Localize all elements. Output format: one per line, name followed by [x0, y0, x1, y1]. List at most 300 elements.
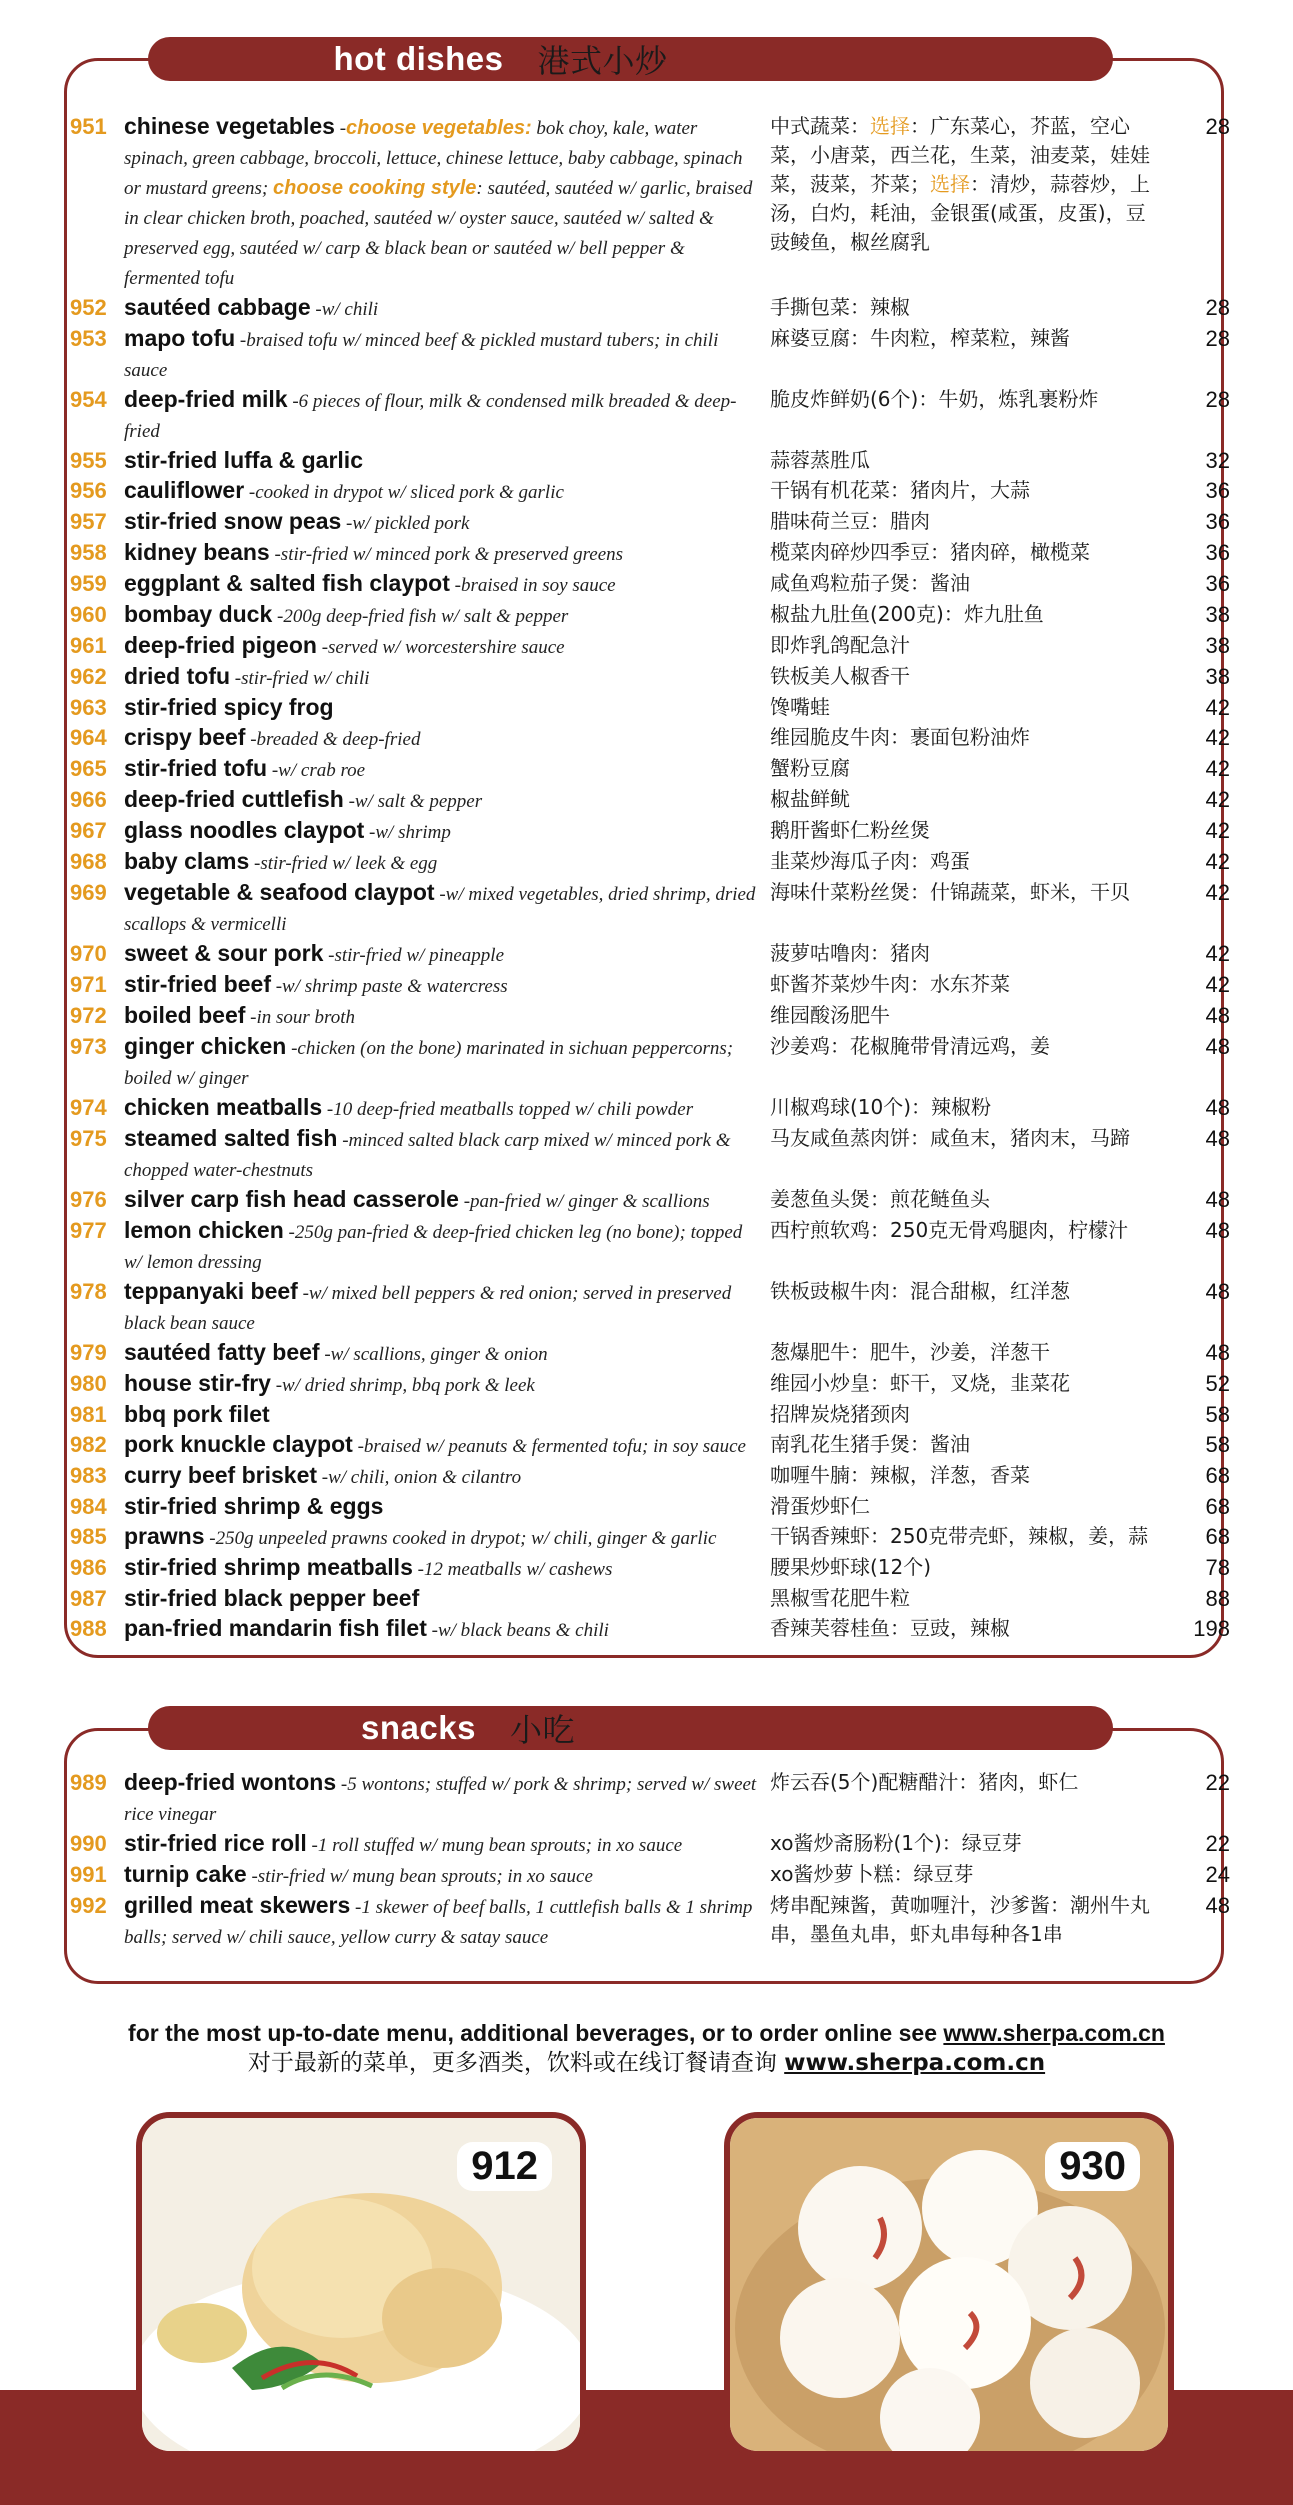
footer-line-cn [0, 2048, 1293, 2078]
item-price: 48 [1205, 1003, 1230, 1028]
item-name: sweet & sour pork [124, 940, 324, 966]
item-price: 22 [1205, 1770, 1230, 1795]
item-english [124, 1032, 770, 1093]
item-price: 42 [1205, 972, 1230, 997]
item-number: 971 [70, 972, 107, 997]
item-chinese: 虾酱芥菜炒牛肉：水东芥菜 [770, 972, 1010, 996]
item-chinese: 脆皮炸鲜奶(6个)：牛奶，炼乳裹粉炸 [770, 387, 1099, 411]
item-number: 981 [70, 1402, 107, 1427]
item-name: stir-fried beef [124, 971, 271, 997]
item-price: 48 [1205, 1218, 1230, 1243]
item-chinese: 姜葱鱼头煲：煎花鲢鱼头 [770, 1187, 990, 1211]
item-description: -w/ mixed bell peppers & red onion; served in preserved black bean sauce [124, 1283, 732, 1334]
snacks-title-cn: 小吃 [509, 1711, 575, 1749]
item-name: sautéed cabbage [124, 294, 311, 320]
item-english [124, 507, 770, 538]
item-price: 28 [1205, 387, 1230, 412]
item-english [124, 476, 770, 507]
item-name: crispy beef [124, 724, 246, 750]
item-name: stir-fried shrimp & eggs [124, 1493, 384, 1519]
item-chinese: 沙姜鸡：花椒腌带骨清远鸡，姜 [770, 1034, 1050, 1058]
item-name: kidney beans [124, 539, 270, 565]
item-number: 985 [70, 1524, 107, 1549]
menu-item-968 [70, 847, 1260, 878]
item-english [124, 1768, 770, 1829]
item-price: 32 [1205, 448, 1230, 473]
item-chinese: 维园酸汤肥牛 [770, 1003, 890, 1027]
item-price: 68 [1205, 1463, 1230, 1488]
item-name: stir-fried snow peas [124, 508, 342, 534]
item-chinese: 马友咸鱼蒸肉饼：咸鱼末，猪肉末，马蹄 [770, 1126, 1130, 1150]
item-english [124, 1553, 770, 1584]
item-price: 48 [1205, 1095, 1230, 1120]
item-price: 36 [1205, 478, 1230, 503]
item-name: baby clams [124, 848, 250, 874]
item-price: 42 [1205, 695, 1230, 720]
item-english [124, 1461, 770, 1492]
footer-link-cn[interactable]: www.sherpa.com.cn [784, 2050, 1046, 2076]
item-name: lemon chicken [124, 1217, 284, 1243]
item-price: 48 [1205, 1034, 1230, 1059]
item-chinese: 腰果炒虾球(12个) [770, 1555, 932, 1579]
item-chinese: 炸云吞(5个)配糖醋汁：猪肉，虾仁 [770, 1770, 1079, 1794]
item-chinese: 手撕包菜：辣椒 [770, 295, 910, 319]
item-description: : sautéed, sautéed w/ garlic, braised in clear chicken broth, poached, sautéed w/ oyster sauce, sautéed w/ salted & preserved egg, sautéed w/ carp & black bean or sautéed w/ bell pepper & fermented tofu [124, 178, 753, 289]
item-number: 970 [70, 941, 107, 966]
item-english [124, 1829, 770, 1860]
item-description: -in sour broth [245, 1007, 356, 1028]
item-chinese: 铁板豉椒牛肉：混合甜椒，红洋葱 [770, 1279, 1070, 1303]
item-number: 973 [70, 1034, 107, 1059]
menu-item-967 [70, 816, 1260, 847]
item-english [124, 1522, 770, 1553]
item-english [124, 631, 770, 662]
item-price: 38 [1205, 602, 1230, 627]
item-name: teppanyaki beef [124, 1278, 298, 1304]
item-name: grilled meat skewers [124, 1892, 351, 1918]
item-price: 42 [1205, 725, 1230, 750]
item-name: stir-fried luffa & garlic [124, 447, 363, 473]
item-price: 28 [1205, 295, 1230, 320]
menu-item-985 [70, 1522, 1260, 1553]
item-description: -cooked in drypot w/ sliced pork & garlic [244, 482, 564, 503]
item-chinese: 铁板美人椒香干 [770, 664, 910, 688]
item-price: 42 [1205, 787, 1230, 812]
item-english [124, 754, 770, 785]
item-chinese: 蟹粉豆腐 [770, 756, 850, 780]
item-english [124, 662, 770, 693]
item-name: sautéed fatty beef [124, 1339, 320, 1365]
item-english [124, 600, 770, 631]
menu-item-978 [70, 1277, 1260, 1338]
item-name: deep-fried milk [124, 386, 288, 412]
item-number: 966 [70, 787, 107, 812]
item-number: 960 [70, 602, 107, 627]
item-price: 42 [1205, 818, 1230, 843]
menu-item-992 [70, 1891, 1260, 1952]
item-english [124, 1400, 770, 1430]
item-option-label: choose cooking style [273, 177, 477, 199]
photo-tag-912: 912 [457, 2142, 552, 2191]
item-description: -w/ shrimp paste & watercress [270, 976, 508, 997]
item-description: -250g unpeeled prawns cooked in drypot; w/ chili, ginger & garlic [204, 1528, 717, 1549]
item-description: -w/ mixed vegetables, dried shrimp, dried scallops & vermicelli [124, 884, 756, 935]
item-english [124, 816, 770, 847]
item-option-label: choose vegetables: [346, 117, 532, 139]
item-chinese: 榄菜肉碎炒四季豆：猪肉碎，橄榄菜 [770, 540, 1090, 564]
menu-item-981 [70, 1400, 1260, 1430]
item-number: 952 [70, 295, 107, 320]
item-number: 959 [70, 571, 107, 596]
item-name: deep-fried cuttlefish [124, 786, 344, 812]
item-name: chinese vegetables [124, 113, 335, 139]
item-chinese: 馋嘴蛙 [770, 695, 830, 719]
menu-item-970 [70, 939, 1260, 970]
item-description: -w/ shrimp [364, 822, 451, 843]
item-chinese: xo酱炒斋肠粉(1个)：绿豆芽 [770, 1831, 1022, 1855]
item-english [124, 569, 770, 600]
item-chinese-text: ：广东菜心，芥蓝，空心菜，小唐菜，西兰花，生菜，油麦菜，娃娃菜，菠菜，芥菜； [770, 114, 1150, 196]
item-chinese: 椒盐鲜鱿 [770, 787, 850, 811]
item-chinese: 干锅有机花菜：猪肉片，大蒜 [770, 478, 1030, 502]
menu-item-975 [70, 1124, 1260, 1185]
item-price: 48 [1205, 1279, 1230, 1304]
menu-item-962 [70, 662, 1260, 693]
item-number: 958 [70, 540, 107, 565]
menu-item-964 [70, 723, 1260, 754]
item-chinese: 黑椒雪花肥牛粒 [770, 1586, 910, 1610]
item-description: -stir-fried w/ chili [230, 668, 370, 689]
item-name: eggplant & salted fish claypot [124, 570, 450, 596]
item-name: glass noodles claypot [124, 817, 365, 843]
item-description: -w/ scallions, ginger & onion [319, 1344, 548, 1365]
item-description: -stir-fried w/ mung bean sprouts; in xo sauce [246, 1866, 593, 1887]
item-description: -6 pieces of flour, milk & condensed milk breaded & deep-fried [124, 391, 737, 442]
menu-item-963 [70, 693, 1260, 723]
item-name: deep-fried wontons [124, 1769, 337, 1795]
menu-item-971 [70, 970, 1260, 1001]
item-description: -200g deep-fried fish w/ salt & pepper [272, 606, 569, 627]
item-chinese: 海味什菜粉丝煲：什锦蔬菜，虾米，干贝 [770, 880, 1130, 904]
item-chinese: 维园小炒皇：虾干，叉烧，韭菜花 [770, 1371, 1070, 1395]
menu-item-982 [70, 1430, 1260, 1461]
menu-item-976 [70, 1185, 1260, 1216]
item-chinese [770, 112, 1160, 257]
footer-text-cn: 对于最新的菜单，更多酒类，饮料或在线订餐请查询 [247, 2050, 785, 2076]
item-price: 68 [1205, 1494, 1230, 1519]
item-name: mapo tofu [124, 325, 236, 351]
item-description: -braised in soy sauce [449, 575, 616, 596]
item-option-label-cn: 选择 [870, 114, 910, 138]
item-english [124, 1185, 770, 1216]
item-name: stir-fried shrimp meatballs [124, 1554, 413, 1580]
item-number: 968 [70, 849, 107, 874]
menu-item-989 [70, 1768, 1260, 1829]
menu-item-954 [70, 385, 1260, 446]
menu-item-986 [70, 1553, 1260, 1584]
item-description: -pan-fried w/ ginger & scallions [458, 1191, 710, 1212]
item-english [124, 1001, 770, 1032]
item-price: 52 [1205, 1371, 1230, 1396]
menu-item-984 [70, 1492, 1260, 1522]
item-english [124, 1277, 770, 1338]
item-english [124, 324, 770, 385]
snacks-list [70, 1768, 1260, 1952]
item-price: 42 [1205, 880, 1230, 905]
item-english [124, 1369, 770, 1400]
menu-item-957 [70, 507, 1260, 538]
item-english [124, 693, 770, 723]
item-description: -braised w/ peanuts & fermented tofu; in soy sauce [352, 1436, 746, 1457]
item-name: steamed salted fish [124, 1125, 338, 1151]
item-chinese: 咖喱牛腩：辣椒，洋葱，香菜 [770, 1463, 1030, 1487]
item-number: 991 [70, 1862, 107, 1887]
item-name: vegetable & seafood claypot [124, 879, 435, 905]
menu-item-977 [70, 1216, 1260, 1277]
item-english [124, 112, 770, 293]
item-english [124, 1891, 770, 1952]
item-description: -stir-fried w/ minced pork & preserved greens [269, 544, 624, 565]
item-price: 36 [1205, 509, 1230, 534]
item-number: 953 [70, 326, 107, 351]
snacks-title-en: snacks [361, 1709, 476, 1746]
item-number: 972 [70, 1003, 107, 1028]
item-english [124, 1492, 770, 1522]
item-price: 198 [1193, 1616, 1230, 1641]
item-chinese: 韭菜炒海瓜子肉：鸡蛋 [770, 849, 970, 873]
item-price: 78 [1205, 1555, 1230, 1580]
item-description: -12 meatballs w/ cashews [412, 1559, 613, 1580]
item-price: 48 [1205, 1893, 1230, 1918]
item-price: 42 [1205, 941, 1230, 966]
item-english [124, 970, 770, 1001]
item-name: stir-fried tofu [124, 755, 268, 781]
item-number: 974 [70, 1095, 107, 1120]
footer-note [0, 2018, 1293, 2078]
item-english [124, 1093, 770, 1124]
item-chinese: 维园脆皮牛肉：裹面包粉油炸 [770, 725, 1030, 749]
menu-item-972 [70, 1001, 1260, 1032]
item-price: 68 [1205, 1524, 1230, 1549]
item-number: 988 [70, 1616, 107, 1641]
item-english [124, 446, 770, 476]
item-name: stir-fried spicy frog [124, 694, 334, 720]
item-description: -w/ crab roe [267, 760, 366, 781]
item-chinese: 西柠煎软鸡：250克无骨鸡腿肉，柠檬汁 [770, 1218, 1129, 1242]
item-number: 977 [70, 1218, 107, 1243]
item-description: -5 wontons; stuffed w/ pork & shrimp; served w/ sweet rice vinegar [124, 1774, 757, 1825]
menu-item-951 [70, 112, 1260, 293]
menu-item-953 [70, 324, 1260, 385]
item-price: 38 [1205, 633, 1230, 658]
item-number: 990 [70, 1831, 107, 1856]
item-price: 28 [1205, 326, 1230, 351]
item-number: 984 [70, 1494, 107, 1519]
item-price: 38 [1205, 664, 1230, 689]
hot-dishes-title-cn: 港式小炒 [537, 42, 668, 80]
menu-item-960 [70, 600, 1260, 631]
item-description: -w/ dried shrimp, bbq pork & leek [270, 1375, 535, 1396]
hot-dishes-list [70, 112, 1260, 1645]
photo-buns-dish [724, 2112, 1174, 2457]
item-english [124, 847, 770, 878]
item-price: 24 [1205, 1862, 1230, 1887]
item-chinese: 南乳花生猪手煲：酱油 [770, 1432, 970, 1456]
item-number: 979 [70, 1340, 107, 1365]
item-number: 987 [70, 1586, 107, 1611]
menu-item-969 [70, 878, 1260, 939]
item-chinese: 腊味荷兰豆：腊肉 [770, 509, 930, 533]
item-price: 58 [1205, 1402, 1230, 1427]
item-description: -1 roll stuffed w/ mung bean sprouts; in xo sauce [306, 1835, 683, 1856]
item-english [124, 939, 770, 970]
item-name: cauliflower [124, 477, 245, 503]
item-description: -served w/ worcestershire sauce [316, 637, 565, 658]
item-price: 36 [1205, 540, 1230, 565]
footer-text-en: for the most up-to-date menu, additional beverages, or to order online see [128, 2020, 944, 2046]
menu-item-973 [70, 1032, 1260, 1093]
item-description: -10 deep-fried meatballs topped w/ chili powder [322, 1099, 694, 1120]
item-description: -braised tofu w/ minced beef & pickled mustard tubers; in chili sauce [124, 330, 719, 381]
snacks-banner [148, 1706, 1113, 1750]
item-description: -stir-fried w/ leek & egg [249, 853, 438, 874]
item-chinese-text: ：清炒，蒜蓉炒，上汤，白灼，耗油，金银蛋(咸蛋，皮蛋)，豆豉鲮鱼，椒丝腐乳 [770, 172, 1150, 254]
item-price: 58 [1205, 1432, 1230, 1457]
item-name: silver carp fish head casserole [124, 1186, 459, 1212]
item-number: 955 [70, 448, 107, 473]
item-number: 967 [70, 818, 107, 843]
item-name: bbq pork filet [124, 1401, 270, 1427]
item-number: 976 [70, 1187, 107, 1212]
item-name: boiled beef [124, 1002, 246, 1028]
item-number: 951 [70, 114, 107, 139]
menu-item-983 [70, 1461, 1260, 1492]
item-number: 989 [70, 1770, 107, 1795]
menu-item-979 [70, 1338, 1260, 1369]
item-description: bok choy, kale, water spinach, green cabbage, broccoli, lettuce, chinese lettuce, baby cabbage, spinach or mustard greens; [124, 118, 743, 199]
item-number: 969 [70, 880, 107, 905]
item-chinese: xo酱炒萝卜糕：绿豆芽 [770, 1862, 974, 1886]
item-english [124, 1860, 770, 1891]
item-english [124, 878, 770, 939]
item-number: 962 [70, 664, 107, 689]
item-description: -w/ chili [310, 299, 379, 320]
item-price: 36 [1205, 571, 1230, 596]
item-price: 42 [1205, 756, 1230, 781]
item-chinese: 菠萝咕噜肉：猪肉 [770, 941, 930, 965]
item-name: pan-fried mandarin fish filet [124, 1615, 427, 1641]
menu-item-988 [70, 1614, 1260, 1645]
item-number: 963 [70, 695, 107, 720]
footer-link-en[interactable]: www.sherpa.com.cn [943, 2020, 1165, 2046]
hot-dishes-banner [148, 37, 1113, 81]
menu-item-980 [70, 1369, 1260, 1400]
item-name: ginger chicken [124, 1033, 287, 1059]
item-chinese-text: 中式蔬菜： [770, 114, 870, 138]
item-description: -w/ salt & pepper [343, 791, 483, 812]
item-name: turnip cake [124, 1861, 247, 1887]
item-english [124, 293, 770, 324]
item-name: curry beef brisket [124, 1462, 318, 1488]
item-name: bombay duck [124, 601, 273, 627]
item-option-label-cn: 选择 [930, 172, 970, 196]
menu-item-974 [70, 1093, 1260, 1124]
item-english [124, 1584, 770, 1614]
item-english [124, 385, 770, 446]
item-english [124, 1614, 770, 1645]
item-description: - [334, 118, 347, 139]
item-number: 978 [70, 1279, 107, 1304]
item-number: 986 [70, 1555, 107, 1580]
item-price: 48 [1205, 1187, 1230, 1212]
item-chinese: 干锅香辣虾：250克带壳虾，辣椒，姜，蒜 [770, 1524, 1149, 1548]
item-number: 983 [70, 1463, 107, 1488]
item-description: -minced salted black carp mixed w/ minced pork & chopped water-chestnuts [124, 1130, 731, 1181]
menu-item-987 [70, 1584, 1260, 1614]
item-description: -w/ pickled pork [341, 513, 470, 534]
item-name: stir-fried black pepper beef [124, 1585, 420, 1611]
menu-item-958 [70, 538, 1260, 569]
item-number: 992 [70, 1893, 107, 1918]
item-english [124, 723, 770, 754]
item-name: house stir-fry [124, 1370, 271, 1396]
menu-item-956 [70, 476, 1260, 507]
item-description: -w/ black beans & chili [426, 1620, 609, 1641]
item-english [124, 1216, 770, 1277]
item-description: -1 skewer of beef balls, 1 cuttlefish balls & 1 shrimp balls; served w/ chili sauce, yellow curry & satay sauce [124, 1897, 753, 1948]
item-price: 48 [1205, 1340, 1230, 1365]
item-price: 88 [1205, 1586, 1230, 1611]
item-name: prawns [124, 1523, 205, 1549]
item-name: pork knuckle claypot [124, 1431, 353, 1457]
menu-item-959 [70, 569, 1260, 600]
item-english [124, 1124, 770, 1185]
menu-item-991 [70, 1860, 1260, 1891]
item-number: 965 [70, 756, 107, 781]
item-description: -chicken (on the bone) marinated in sichuan peppercorns; boiled w/ ginger [124, 1038, 734, 1089]
item-description: -stir-fried w/ pineapple [323, 945, 505, 966]
item-price: 48 [1205, 1126, 1230, 1151]
item-chinese: 即炸乳鸽配急汁 [770, 633, 910, 657]
item-name: chicken meatballs [124, 1094, 323, 1120]
item-description: -breaded & deep-fried [245, 729, 421, 750]
item-number: 957 [70, 509, 107, 534]
item-chinese: 滑蛋炒虾仁 [770, 1494, 870, 1518]
item-number: 954 [70, 387, 107, 412]
menu-item-961 [70, 631, 1260, 662]
item-chinese: 香辣芙蓉桂鱼：豆豉，辣椒 [770, 1616, 1010, 1640]
item-chinese: 葱爆肥牛：肥牛，沙姜，洋葱干 [770, 1340, 1050, 1364]
item-english [124, 1338, 770, 1369]
item-price: 28 [1205, 114, 1230, 139]
item-english [124, 785, 770, 816]
item-english [124, 538, 770, 569]
item-chinese: 椒盐九肚鱼(200克)：炸九肚鱼 [770, 602, 1044, 626]
item-number: 982 [70, 1432, 107, 1457]
item-name: dried tofu [124, 663, 231, 689]
item-chinese: 鹅肝酱虾仁粉丝煲 [770, 818, 930, 842]
item-chinese: 招牌炭烧猪颈肉 [770, 1402, 910, 1426]
item-name: stir-fried rice roll [124, 1830, 307, 1856]
item-number: 961 [70, 633, 107, 658]
photo-chicken-dish [136, 2112, 586, 2457]
item-name: deep-fried pigeon [124, 632, 317, 658]
photo-tag-930: 930 [1045, 2142, 1140, 2191]
item-english [124, 1430, 770, 1461]
menu-item-955 [70, 446, 1260, 476]
item-description: -250g pan-fried & deep-fried chicken leg (no bone); topped w/ lemon dressing [124, 1222, 743, 1273]
item-number: 956 [70, 478, 107, 503]
